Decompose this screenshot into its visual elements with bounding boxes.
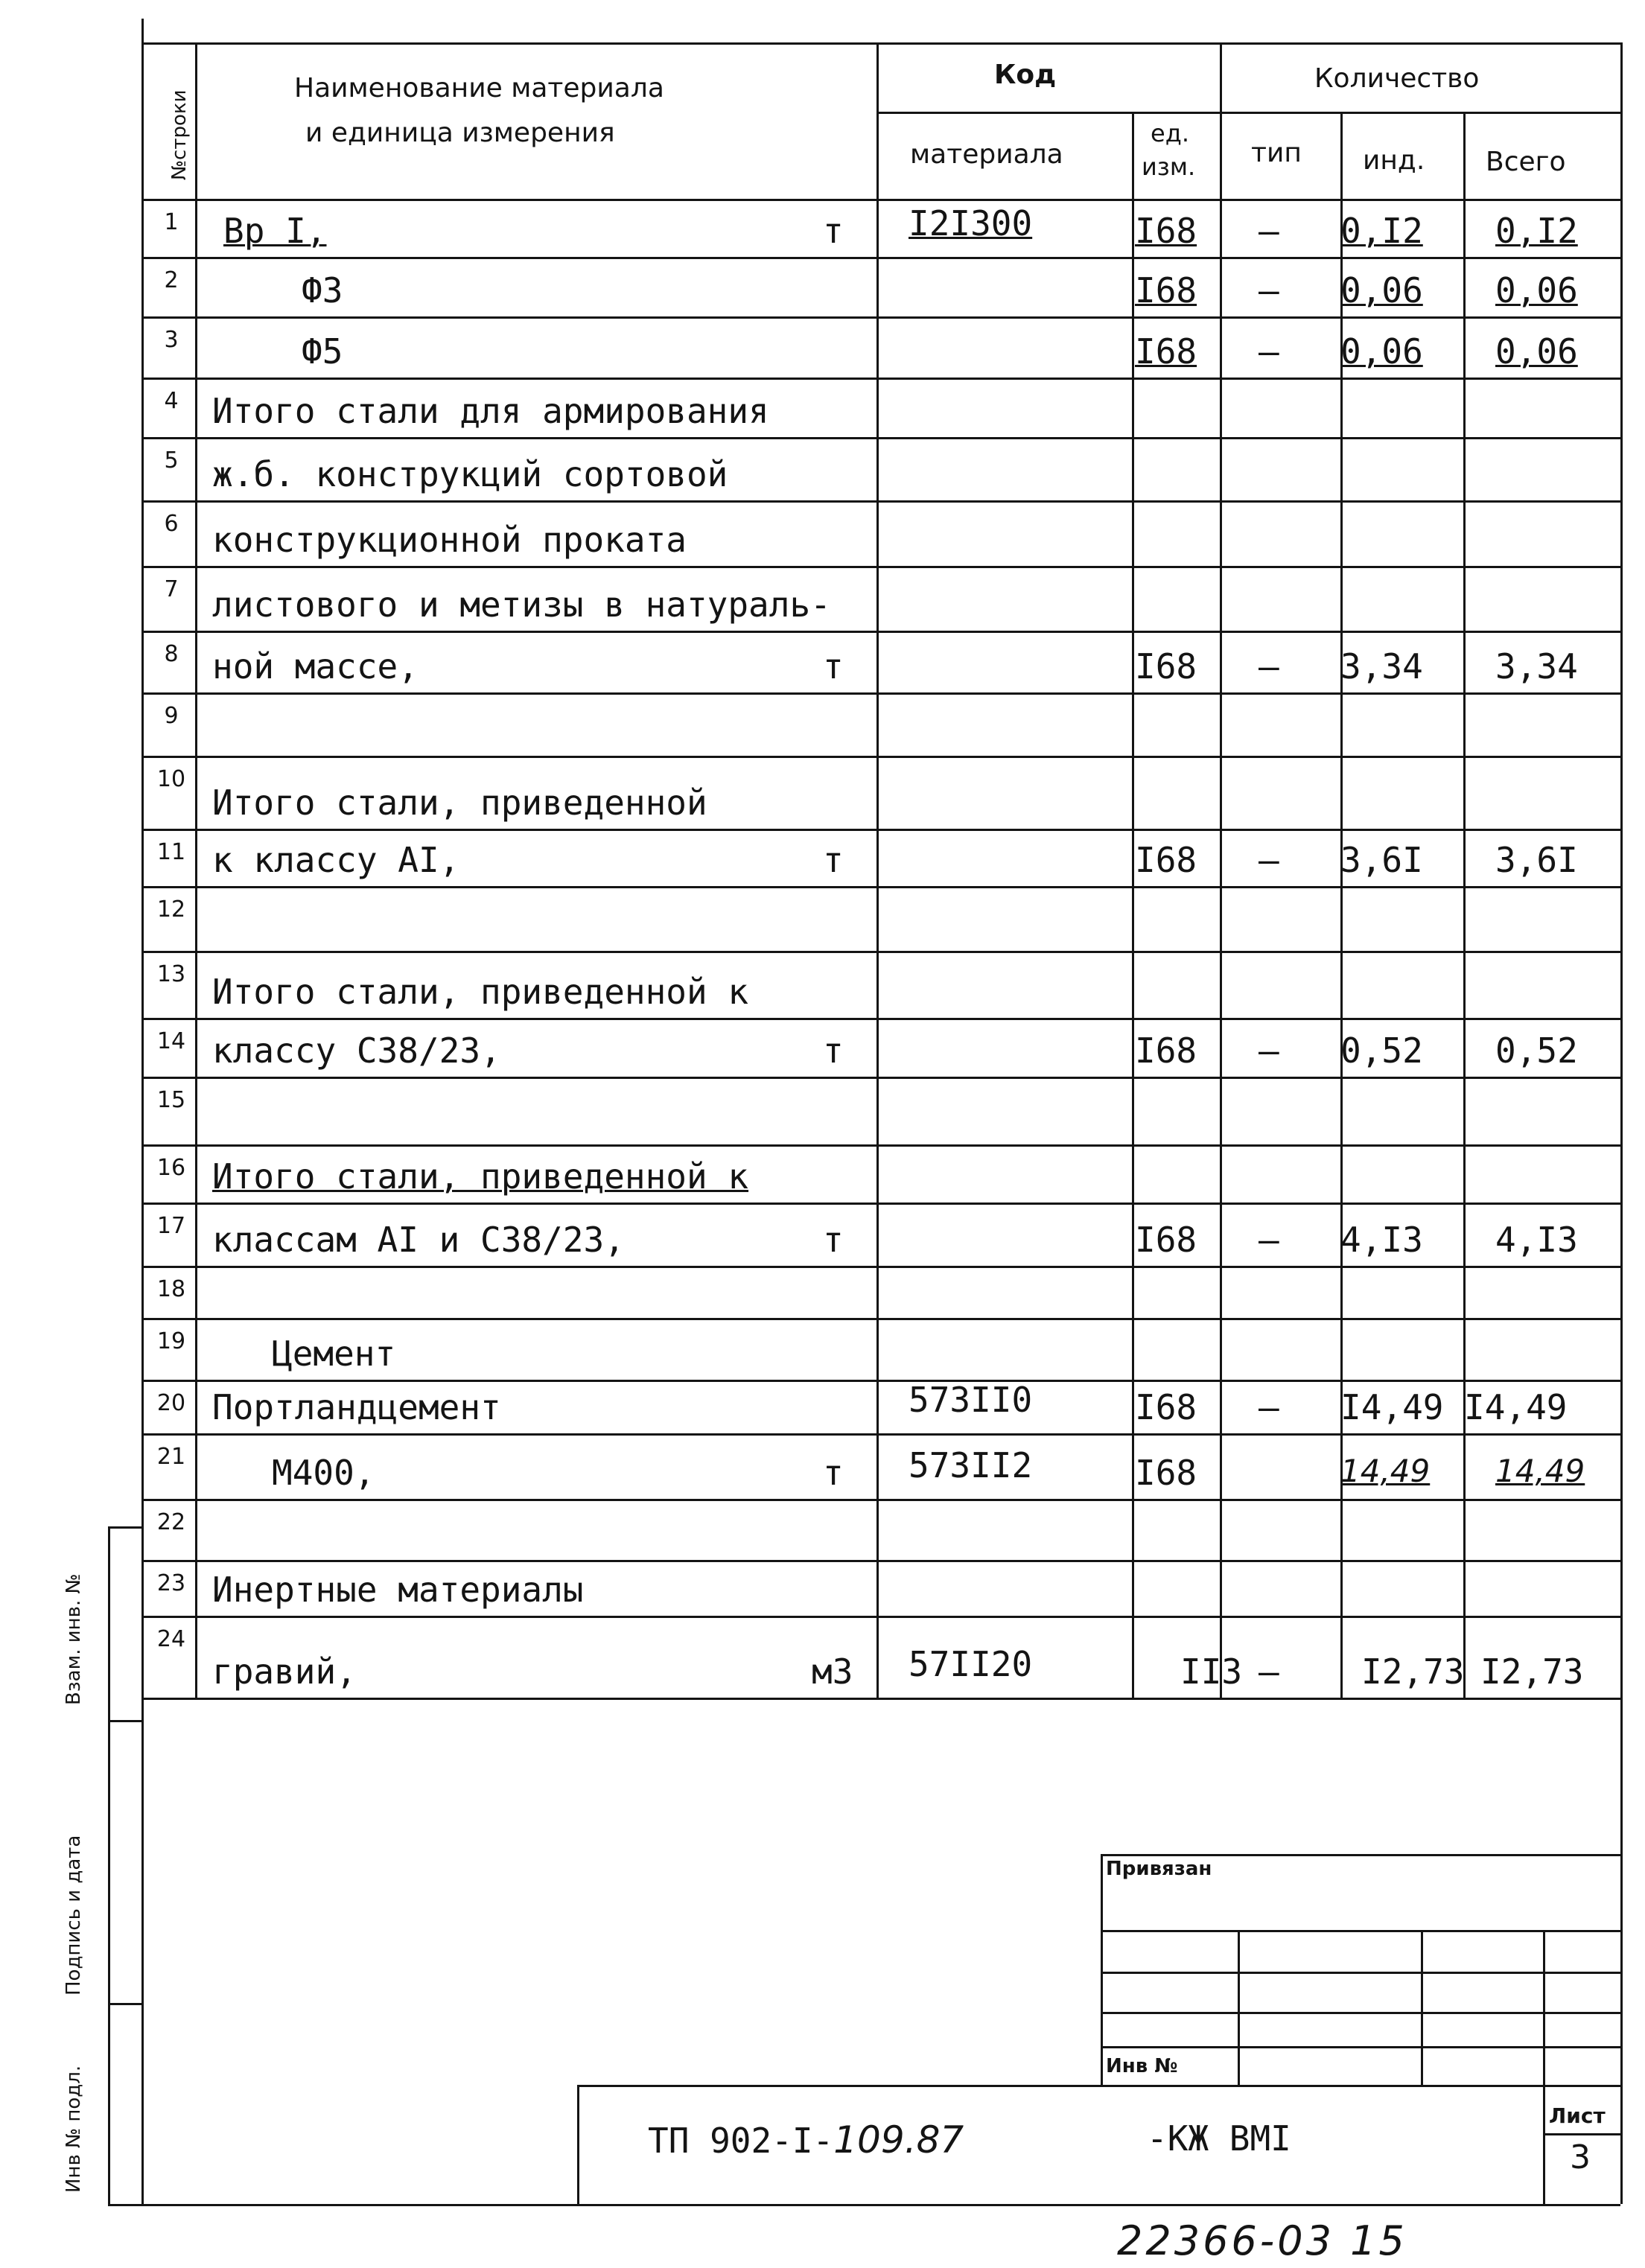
unit-suffix: т — [823, 211, 844, 251]
ind-header: инд. — [1363, 145, 1425, 176]
row-line — [141, 1018, 1620, 1020]
row-line — [141, 1266, 1620, 1268]
name-column-line — [876, 42, 879, 1698]
right-frame-line — [1620, 42, 1623, 2204]
material-code: 57II20 — [909, 1644, 1033, 1684]
total-value: 0,06 — [1495, 331, 1578, 372]
row-line — [141, 1616, 1620, 1618]
row-line — [141, 1499, 1620, 1501]
document-code — [648, 2118, 964, 2162]
unit-code: I68 — [1135, 646, 1197, 687]
ind-value: 0,I2 — [1340, 211, 1423, 251]
material-name: Итого стали, приведенной к — [212, 972, 749, 1012]
row-line — [141, 1077, 1620, 1079]
row-number: 4 — [164, 388, 179, 414]
row-number-column-line — [195, 42, 197, 1698]
side-stamp-line — [108, 2003, 141, 2005]
signature-date-label: Подпись и дата — [63, 1835, 85, 1995]
unit-suffix: т — [823, 646, 844, 687]
material-code: I2I300 — [909, 203, 1033, 243]
side-stamp-outer-line — [108, 1526, 110, 2204]
unit-code: I68 — [1135, 1387, 1197, 1427]
unit-suffix: т — [823, 1453, 844, 1493]
type-value: – — [1259, 331, 1279, 372]
total-value: 14,49 — [1495, 1453, 1585, 1489]
material-name: Итого стали, приведенной к — [212, 1156, 749, 1197]
row-number: 6 — [164, 511, 179, 537]
unit-code: I68 — [1135, 840, 1197, 880]
row-number: 17 — [156, 1213, 186, 1239]
replacement-inventory-label: Взам. инв. № — [63, 1573, 85, 1705]
row-line — [141, 1318, 1620, 1320]
row-line — [141, 1698, 1620, 1700]
total-value: I2,73 — [1480, 1651, 1584, 1692]
total-header: Всего — [1486, 147, 1566, 177]
material-name: Итого стали для армирования — [212, 391, 769, 431]
row-line — [141, 886, 1620, 888]
document-code-handwritten: 109.87 — [833, 2118, 964, 2162]
total-value: 4,I3 — [1495, 1220, 1578, 1260]
row-line — [141, 951, 1620, 953]
unit-code: I68 — [1135, 1031, 1197, 1071]
frame-bottom-line — [141, 2204, 1620, 2206]
unit-code: I68 — [1135, 1220, 1197, 1260]
row-number: 20 — [156, 1390, 186, 1416]
ind-value: 0,06 — [1340, 331, 1423, 372]
row-line — [141, 316, 1620, 319]
row-line — [141, 378, 1620, 380]
side-stamp-line — [108, 1720, 141, 1722]
quantity-group-header: Количество — [1314, 63, 1480, 94]
total-value: I4,49 — [1464, 1387, 1568, 1427]
total-value: 3,6I — [1495, 840, 1578, 880]
unit-header-line1: ед. — [1151, 119, 1189, 147]
row-line — [141, 1433, 1620, 1436]
material-name: Инертные материалы — [212, 1570, 584, 1610]
unit-suffix: т — [823, 840, 844, 880]
row-line — [141, 1144, 1620, 1147]
row-number: 13 — [156, 961, 186, 987]
left-frame-line — [141, 19, 144, 2204]
type-value: – — [1259, 646, 1279, 687]
row-line — [141, 829, 1620, 831]
sheet-number: 3 — [1570, 2138, 1591, 2176]
material-name: Портландцемент — [212, 1387, 501, 1427]
material-name: листового и метизы в натураль- — [212, 584, 831, 625]
code-column-line — [1132, 112, 1134, 1698]
row-number: 7 — [164, 576, 179, 602]
material-code-header: материала — [910, 139, 1063, 170]
ind-value: 0,06 — [1340, 270, 1423, 310]
row-number: 23 — [156, 1570, 186, 1596]
ind-value: 3,34 — [1340, 646, 1423, 687]
ind-column-line — [1463, 112, 1466, 1698]
row-line — [141, 566, 1620, 568]
row-number: 18 — [156, 1276, 186, 1302]
type-value: – — [1259, 211, 1279, 251]
row-number: 11 — [156, 839, 186, 865]
material-name: ной массе, — [212, 646, 419, 687]
header-split-line — [876, 112, 1620, 114]
name-header-line2: и единица измерения — [305, 118, 615, 148]
material-code: 573II2 — [909, 1445, 1033, 1485]
title-block-top-line — [577, 2085, 1620, 2087]
original-inventory-label: Инв № подл. — [63, 2065, 85, 2193]
row-number-header: №строки — [168, 89, 191, 180]
total-value: 0,I2 — [1495, 211, 1578, 251]
type-value: – — [1259, 1387, 1279, 1427]
ind-value: 3,6I — [1340, 840, 1423, 880]
privyazan-label: Привязан — [1106, 1858, 1212, 1880]
row-number: 9 — [164, 703, 179, 729]
stamp-line — [1101, 1854, 1620, 1856]
material-name: конструкционной проката — [212, 520, 687, 560]
unit-column-line — [1220, 42, 1222, 1698]
name-header-line1: Наименование материала — [294, 73, 664, 103]
type-value: – — [1259, 1651, 1279, 1692]
row-number: 19 — [156, 1328, 186, 1354]
ind-value: I2,73 — [1361, 1651, 1465, 1692]
ind-value: 4,I3 — [1340, 1220, 1423, 1260]
row-number: 3 — [164, 327, 179, 353]
stamp-line — [1421, 1930, 1423, 2085]
document-code-printed: ТП 902-I- — [648, 2121, 834, 2161]
row-number: 21 — [156, 1444, 186, 1470]
row-number: 10 — [156, 766, 186, 792]
row-line — [141, 257, 1620, 259]
type-value: – — [1259, 1031, 1279, 1071]
unit-header-line2: изм. — [1142, 153, 1196, 181]
row-number: 1 — [164, 209, 179, 235]
sheet-split-line — [1543, 2133, 1620, 2135]
sheet-label: Лист — [1549, 2103, 1606, 2128]
stamp-line — [1543, 1930, 1545, 2204]
type-value: – — [1259, 840, 1279, 880]
side-stamp-line — [108, 2204, 141, 2206]
table-top-border — [141, 42, 1620, 45]
side-stamp-line — [108, 1526, 141, 1529]
inventory-number-label: Инв № — [1106, 2055, 1178, 2077]
row-line — [141, 631, 1620, 633]
unit-code: II3 — [1180, 1651, 1243, 1692]
unit-code: I68 — [1135, 270, 1197, 310]
row-number: 2 — [164, 267, 179, 293]
material-name: Итого стали, приведенной — [212, 783, 707, 823]
material-name: Ф3 — [302, 270, 343, 310]
row-line — [141, 1560, 1620, 1562]
row-number: 24 — [156, 1626, 186, 1652]
row-number: 5 — [164, 447, 179, 474]
material-name: к классу AI, — [212, 840, 460, 880]
material-name: классу С38/23, — [212, 1031, 501, 1071]
unit-suffix: м3 — [812, 1651, 853, 1692]
total-value: 3,34 — [1495, 646, 1578, 687]
unit-code: I68 — [1135, 211, 1197, 251]
row-line — [141, 756, 1620, 758]
ind-value: 0,52 — [1340, 1031, 1423, 1071]
row-number: 16 — [156, 1155, 186, 1181]
unit-code: I68 — [1135, 1453, 1197, 1493]
type-header: тип — [1251, 138, 1302, 168]
unit-suffix: т — [823, 1031, 844, 1071]
row-number: 14 — [156, 1028, 186, 1054]
row-number: 8 — [164, 641, 179, 667]
row-line — [141, 692, 1620, 695]
unit-suffix: т — [823, 1220, 844, 1260]
stamp-line — [1238, 1930, 1240, 2085]
type-value: – — [1259, 1220, 1279, 1260]
code-group-header: Код — [994, 60, 1057, 90]
row-line — [141, 500, 1620, 503]
row-number: 22 — [156, 1509, 186, 1535]
material-name: ж.б. конструкций сортовой — [212, 454, 728, 494]
row-number: 15 — [156, 1087, 186, 1113]
document-suffix: -КЖ ВМI — [1147, 2118, 1291, 2159]
type-value: – — [1259, 270, 1279, 310]
stamp-line — [1101, 1854, 1103, 2085]
footer-inventory-number: 22366-03 15 — [1117, 2217, 1407, 2264]
row-line — [141, 1380, 1620, 1382]
total-value: 0,06 — [1495, 270, 1578, 310]
material-name: Ф5 — [302, 331, 343, 372]
material-name: классам AI и С38/23, — [212, 1220, 625, 1260]
material-name: М400, — [272, 1453, 375, 1493]
ind-value: I4,49 — [1340, 1387, 1444, 1427]
material-name: Вр I, — [223, 211, 327, 251]
row-line — [141, 1203, 1620, 1205]
material-code: 573II0 — [909, 1380, 1033, 1420]
material-name: Цемент — [272, 1334, 396, 1374]
ind-value: 14,49 — [1340, 1453, 1431, 1489]
title-block-left-line — [577, 2085, 579, 2204]
row-number: 12 — [156, 896, 186, 923]
header-bottom-line — [141, 199, 1620, 201]
material-name: гравий, — [212, 1651, 357, 1692]
unit-code: I68 — [1135, 331, 1197, 372]
total-value: 0,52 — [1495, 1031, 1578, 1071]
row-line — [141, 437, 1620, 439]
